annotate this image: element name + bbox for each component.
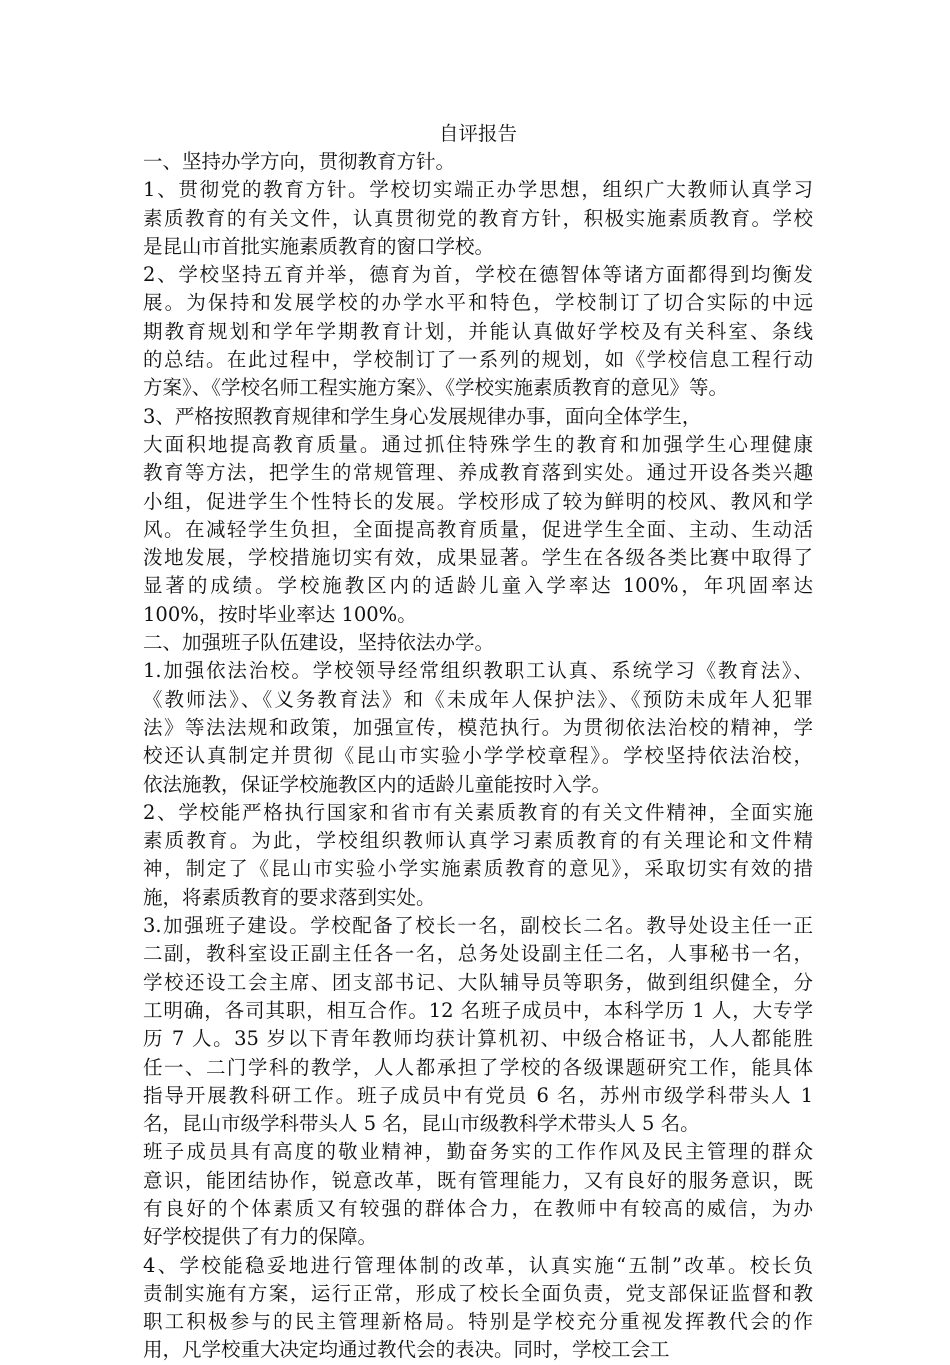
text-line: 2、学校能严格执行国家和省市有关素质教育的有关文件精神，全面实施 (143, 800, 813, 824)
text-line: 教育等方法，把学生的常规管理、养成教育落到实处。通过开设各类兴趣 (143, 461, 813, 485)
paragraph (143, 629, 813, 657)
document-page (143, 120, 813, 1365)
text-line: 展。为保持和发展学校的办学水平和特色，学校制订了切合实际的中远 (143, 291, 813, 315)
paragraph (143, 148, 813, 176)
text-line: 二、加强班子队伍建设，坚持依法办学。 (143, 631, 495, 655)
paragraph (143, 176, 813, 261)
text-line: 显著的成绩。学校施教区内的适龄儿童入学率达 100%，年巩固率达 (143, 574, 813, 598)
text-line: 工明确，各司其职，相互合作。12 名班子成员中，本科学历 1 人，大专学 (143, 998, 813, 1022)
text-line: 100%，按时毕业率达 100%。 (143, 602, 417, 626)
text-line: 3、严格按照教育规律和学生身心发展规律办事，面向全体学生， (143, 404, 702, 428)
text-line: 大面积地提高教育质量。通过抓住特殊学生的教育和加强学生心理健康 (143, 432, 813, 456)
text-line: 施，将素质教育的要求落到实处。 (143, 885, 436, 909)
text-line: 历 7 人。35 岁以下青年教师均获计算机初、中级合格证书，人人都能胜 (143, 1027, 813, 1051)
paragraph (143, 431, 813, 629)
text-line: 泼地发展，学校措施切实有效，成果显著。学生在各级各类比赛中取得了 (143, 546, 813, 570)
text-line: 风。在减轻学生负担，全面提高教育质量，促进学生全面、主动、生动活 (143, 517, 813, 541)
paragraph (143, 403, 813, 431)
text-line: 小组，促进学生个性特长的发展。学校形成了较为鲜明的校风、教风和学 (143, 489, 813, 513)
text-line: 意识，能团结协作，锐意改革，既有管理能力，又有良好的服务意识，既 (143, 1168, 813, 1192)
text-line: 任一、二门学科的教学，人人都承担了学校的各级课题研究工作，能具体 (143, 1055, 813, 1079)
text-line: 素质教育的有关文件，认真贯彻党的教育方针，积极实施素质教育。学校 (143, 206, 813, 230)
text-line: 好学校提供了有力的保障。 (143, 1225, 378, 1249)
text-line: 4、学校能稳妥地进行管理体制的改革，认真实施“五制”改革。校长负 (143, 1253, 813, 1277)
paragraph (143, 657, 813, 798)
text-line: 1.加强依法治校。学校领导经常组织教职工认真、系统学习《教育法》、 (143, 659, 813, 683)
text-line: 法》等法法规和政策，加强宣传，模范执行。为贯彻依法治校的精神，学 (143, 715, 813, 739)
text-line: 职工积极参与的民主管理新格局。特别是学校充分重视发挥教代会的作 (143, 1310, 813, 1334)
text-line: 期教育规划和学年学期教育计划，并能认真做好学校及有关科室、条线 (143, 319, 813, 343)
text-line: 是昆山市首批实施素质教育的窗口学校。 (143, 234, 495, 258)
text-line: 3.加强班子建设。学校配备了校长一名，副校长二名。教导处设主任一正 (143, 914, 813, 938)
text-line: 一、坚持办学方向，贯彻教育方针。 (143, 150, 456, 173)
text-line: 班子成员具有高度的敬业精神，勤奋务实的工作作风及民主管理的群众 (143, 1140, 813, 1164)
text-line: 的总结。在此过程中，学校制订了一系列的规划，如《学校信息工程行动 (143, 348, 813, 372)
text-line: 2、学校坚持五育并举，德育为首，学校在德智体等诸方面都得到均衡发 (143, 263, 813, 287)
text-line: 名，昆山市级学科带头人 5 名，昆山市级教科学术带头人 5 名。 (143, 1112, 700, 1136)
text-line: 《教师法》、《义务教育法》和《未成年人保护法》、《预防未成年人犯罪 (143, 687, 813, 711)
text-line: 指导开展教科研工作。班子成员中有党员 6 名，苏州市级学科带头人 1 (143, 1083, 813, 1107)
text-line: 依法施教，保证学校施教区内的适龄儿童能按时入学。 (143, 772, 612, 796)
text-line: 责制实施有方案，运行正常，形成了校长全面负责，党支部保证监督和教 (143, 1281, 813, 1305)
text-line: 方案》、《学校名师工程实施方案》、《学校实施素质教育的意见》等。 (143, 376, 729, 400)
text-line: 有良好的个体素质又有较强的群体合力，在教师中有较高的威信，为办 (143, 1196, 813, 1220)
paragraph (143, 1138, 813, 1251)
text-line: 学校还设工会主席、团支部书记、大队辅导员等职务，做到组织健全，分 (143, 970, 813, 994)
paragraph (143, 261, 813, 402)
text-line: 神，制定了《昆山市实验小学实施素质教育的意见》，采取切实有效的措 (143, 857, 813, 881)
text-line: 二副，教科室设正副主任各一名，总务处设副主任二名，人事秘书一名， (143, 942, 813, 966)
paragraph (143, 799, 813, 912)
paragraph (143, 1252, 813, 1365)
document-title: 自评报告 (438, 122, 517, 145)
text-line: 校还认真制定并贯彻《昆山市实验小学学校章程》。学校坚持依法治校， (143, 744, 813, 768)
text-line: 1、贯彻党的教育方针。学校切实端正办学思想，组织广大教师认真学习 (143, 178, 813, 202)
text-line: 用，凡学校重大决定均通过教代会的表决。同时，学校工会工 (143, 1338, 670, 1362)
paragraph (143, 912, 813, 1138)
text-line: 素质教育。为此，学校组织教师认真学习素质教育的有关理论和文件精 (143, 829, 813, 853)
document-body (143, 148, 813, 1365)
